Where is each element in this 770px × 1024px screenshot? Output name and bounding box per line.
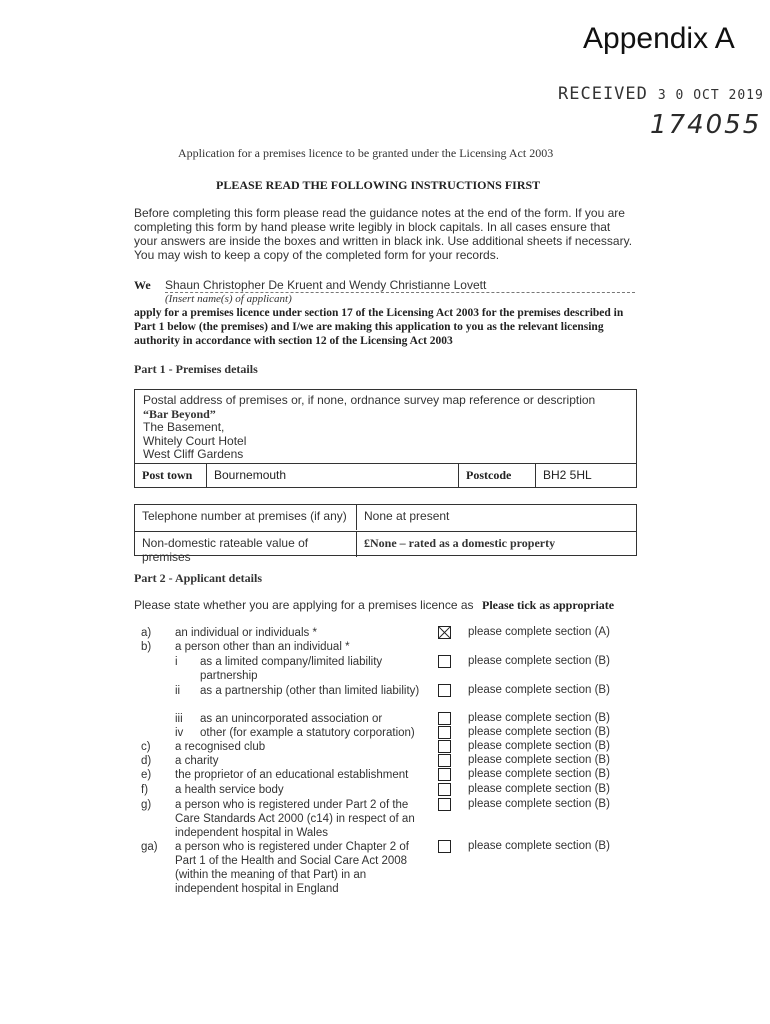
received-date: 3 0 OCT 2019 xyxy=(657,88,764,103)
part1-heading: Part 1 - Premises details xyxy=(134,362,258,376)
option-letter: f) xyxy=(141,784,149,796)
option-instruction: please complete section (B) xyxy=(468,783,610,795)
applying-as-prompt: Please state whether you are applying for a premises licence as xyxy=(134,598,474,612)
postcode-label: Postcode xyxy=(459,464,536,488)
option-letter: iv xyxy=(175,727,184,739)
individual-checkbox[interactable] xyxy=(438,626,451,639)
option-instruction: please complete section (B) xyxy=(468,712,610,724)
telephone-field[interactable]: None at present xyxy=(364,509,450,523)
telephone-row xyxy=(135,505,636,530)
handwritten-reference: 174055 xyxy=(650,110,762,140)
applicant-names-field[interactable]: Shaun Christopher De Kruent and Wendy Christianne Lovett xyxy=(165,278,635,293)
option-letter: ii xyxy=(175,685,181,697)
option-letter: b) xyxy=(141,641,152,653)
received-label: RECEIVED xyxy=(558,84,648,104)
option-instruction: please complete section (B) xyxy=(468,754,610,766)
post-town-field[interactable]: Bournemouth xyxy=(207,464,459,488)
option-instruction: please complete section (B) xyxy=(468,840,610,852)
address-line-2[interactable]: Whitely Court Hotel xyxy=(143,433,247,448)
recognised-club-checkbox[interactable] xyxy=(438,740,451,753)
option-text: a charity xyxy=(175,755,219,767)
postcode-field[interactable]: BH2 5HL xyxy=(543,468,592,482)
option-text: a person who is registered under Part 2 of the Care Standards Act 2000 (c14) in respect of an independent hospital in Wales xyxy=(175,799,415,839)
form-title: Application for a premises licence to be granted under the Licensing Act 2003 xyxy=(178,146,554,160)
option-instruction: please complete section (B) xyxy=(468,798,610,810)
address-label: Postal address of premises or, if none, ordnance survey map reference or description xyxy=(143,393,596,407)
option-letter: i xyxy=(175,656,178,668)
option-instruction: please complete section (A) xyxy=(468,626,610,638)
application-statement: apply for a premises licence under section 17 of the Licensing Act 2003 for the premises described in Part 1 below (the premises) and I/we are making this application to you as the relevant licensing authority in accordance with section 12 of the Licensing Act 2003 xyxy=(134,307,624,347)
option-letter: d) xyxy=(141,755,152,767)
option-letter: e) xyxy=(141,769,152,781)
rateable-value-field[interactable]: £None – rated as a domestic property xyxy=(364,536,556,550)
option-letter: c) xyxy=(141,741,151,753)
tick-instruction: Please tick as appropriate xyxy=(482,598,615,612)
wales-hospital-checkbox[interactable] xyxy=(438,798,451,811)
option-text: the proprietor of an educational establishment xyxy=(175,769,409,781)
england-hospital-checkbox[interactable] xyxy=(438,840,451,853)
option-letter: iii xyxy=(175,713,183,725)
option-instruction: please complete section (B) xyxy=(468,655,610,667)
option-text: a person other than an individual * xyxy=(175,641,350,653)
option-text: as an unincorporated association or xyxy=(200,713,383,725)
rateable-value-row xyxy=(135,531,636,564)
address-line-1[interactable]: The Basement, xyxy=(143,420,225,434)
option-text: a recognised club xyxy=(175,741,266,753)
educational-establishment-checkbox[interactable] xyxy=(438,768,451,781)
option-letter: a) xyxy=(141,627,152,639)
address-line-3[interactable]: West Cliff Gardens xyxy=(143,447,244,461)
option-instruction: please complete section (B) xyxy=(468,726,610,738)
other-body-checkbox[interactable] xyxy=(438,726,451,739)
unincorporated-association-checkbox[interactable] xyxy=(438,712,451,725)
instructions-text: Before completing this form please read the guidance notes at the end of the form. If you are completing this form by hand please write legibly in block capitals. In all cases ensure that your answers are inside the boxes and written in black ink. Use additional sheets if necessary. You may wish to keep a copy of the completed form for your records. xyxy=(134,206,633,262)
option-instruction: please complete section (B) xyxy=(468,684,610,696)
option-text: as a limited company/limited liability partnership xyxy=(200,656,383,682)
we-label: We xyxy=(134,278,151,292)
rateable-value-label: Non-domestic rateable value of premises xyxy=(135,532,357,557)
post-town-row xyxy=(135,463,636,488)
premises-name[interactable]: “Bar Beyond” xyxy=(143,406,216,421)
premises-address-box xyxy=(134,389,637,488)
appendix-label: Appendix A xyxy=(583,22,735,55)
premises-contact-table xyxy=(134,504,637,564)
option-text: as a partnership (other than limited liability) xyxy=(200,685,420,697)
option-text: a person who is registered under Chapter 2 of Part 1 of the Health and Social Care Act 2008 (within the meaning of that Part) in an independent hospital in England xyxy=(175,841,409,895)
option-text: a health service body xyxy=(175,784,284,796)
part2-heading: Part 2 - Applicant details xyxy=(134,571,262,585)
instructions-heading: PLEASE READ THE FOLLOWING INSTRUCTIONS FIRST xyxy=(216,178,541,192)
option-letter: g) xyxy=(141,799,152,811)
option-instruction: please complete section (B) xyxy=(468,740,610,752)
received-stamp xyxy=(558,84,764,104)
option-letter: ga) xyxy=(141,841,158,853)
charity-checkbox[interactable] xyxy=(438,754,451,767)
telephone-label: Telephone number at premises (if any) xyxy=(135,505,357,530)
applicant-names-hint: (Insert name(s) of applicant) xyxy=(165,293,292,305)
option-text: other (for example a statutory corporation) xyxy=(200,727,415,739)
post-town-label: Post town xyxy=(135,464,207,488)
partnership-checkbox[interactable] xyxy=(438,684,451,697)
limited-company-checkbox[interactable] xyxy=(438,655,451,668)
health-service-body-checkbox[interactable] xyxy=(438,783,451,796)
option-text: an individual or individuals * xyxy=(175,627,317,639)
option-instruction: please complete section (B) xyxy=(468,768,610,780)
